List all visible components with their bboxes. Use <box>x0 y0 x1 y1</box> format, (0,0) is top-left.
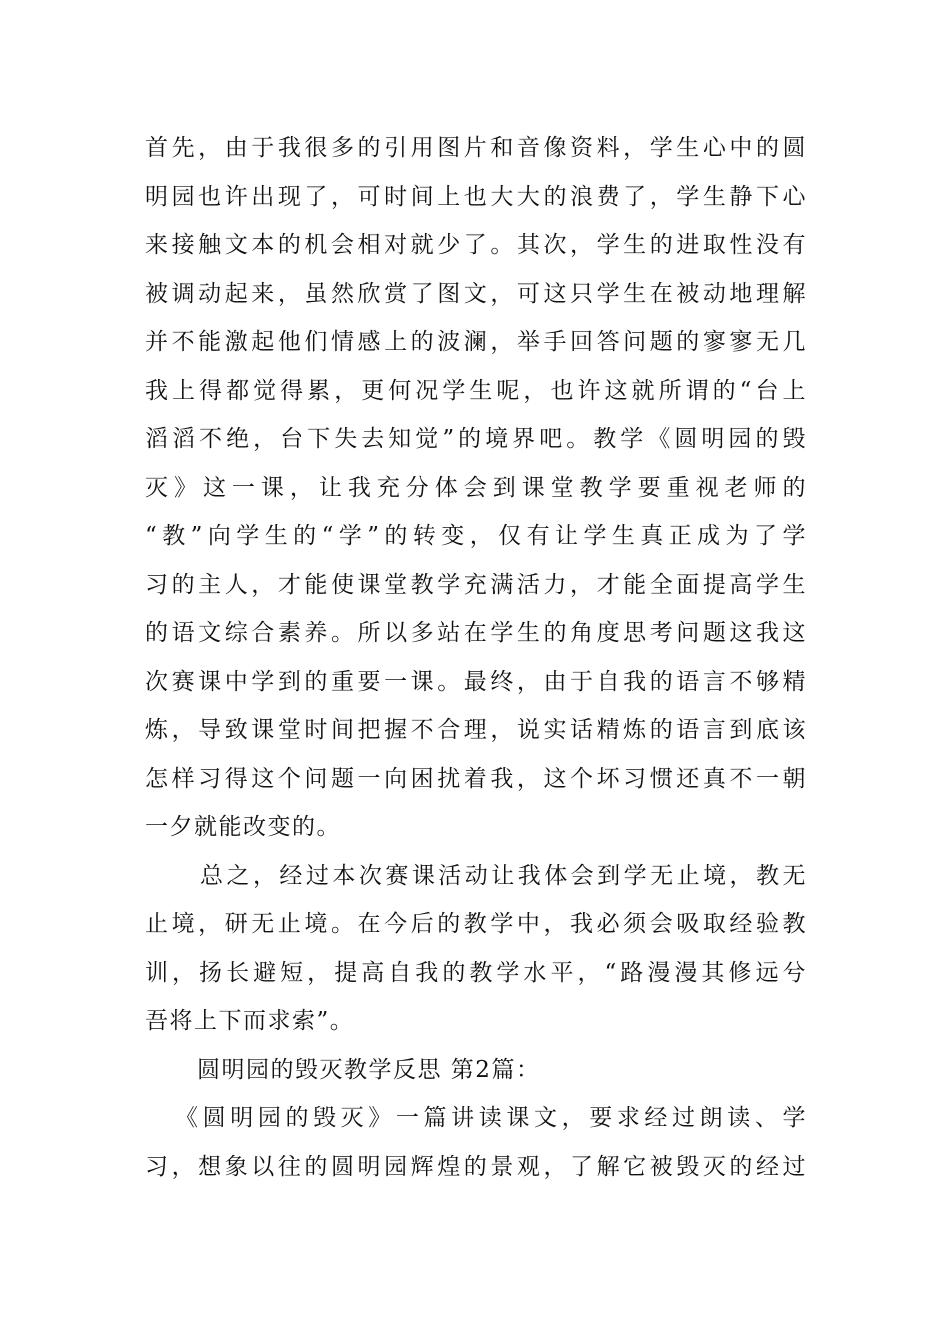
text-line: 来接触文本的机会相对就少了。其次，学生的进取性没有 <box>145 232 807 258</box>
text-line: 滔滔不绝，台下失去知觉”的境界吧。教学《圆明园的毁 <box>145 426 807 452</box>
text-line: 次赛课中学到的重要一课。最终，由于自我的语言不够精 <box>145 668 807 695</box>
text-line: 并不能激起他们情感上的波澜，举手回答问题的寥寥无几 <box>145 329 807 355</box>
text-line: 《圆明园的毁灭》一篇讲读课文，要求经过朗读、学 <box>175 1105 807 1131</box>
paragraph-reflection-part-1 <box>145 124 807 852</box>
text-line: 怎样习得这个问题一向困扰着我，这个坏习惯还真不一朝 <box>145 765 807 792</box>
text-line: 总之，经过本次赛课活动让我体会到学无止境，教无 <box>200 862 807 889</box>
text-line: 被调动起来，虽然欣赏了图文，可这只学生在被动地理解 <box>145 280 807 307</box>
section-title <box>145 1046 807 1095</box>
text-line: 习，想象以往的圆明园辉煌的景观，了解它被毁灭的经过 <box>145 1153 807 1180</box>
text-line: 习的主人，才能使课堂教学充满活力，才能全面提高学生 <box>145 571 807 598</box>
text-line: 训，扬长避短，提高自我的教学水平，“路漫漫其修远兮 <box>145 959 807 986</box>
text-line: 吾将上下而求索”。 <box>145 1008 355 1034</box>
text-line: 止境，研无止境。在今后的教学中，我必须会吸取经验教 <box>145 911 807 937</box>
text-line: 首先，由于我很多的引用图片和音像资料，学生心中的圆 <box>145 135 807 161</box>
document-body <box>145 124 807 1191</box>
paragraph-lesson-intro <box>145 1094 807 1191</box>
text-line: 明园也许出现了，可时间上也大大的浪费了，学生静下心 <box>145 183 807 210</box>
text-line: “教”向学生的“学”的转变，仅有让学生真正成为了学 <box>145 523 807 549</box>
text-line: 炼，导致课堂时间把握不合理，说实话精炼的语言到底该 <box>145 717 807 743</box>
text-line: 我上得都觉得累，更何况学生呢，也许这就所谓的“台上 <box>145 377 807 404</box>
text-line: 一夕就能改变的。 <box>145 814 341 840</box>
text-line: 的语文综合素养。所以多站在学生的角度思考问题这我这 <box>145 620 807 646</box>
section-heading: 圆明园的毁灭教学反思 第2篇： <box>197 1056 541 1083</box>
paragraph-conclusion <box>145 852 807 1046</box>
text-line: 灭》这一课，让我充分体会到课堂教学要重视老师的 <box>145 474 807 501</box>
